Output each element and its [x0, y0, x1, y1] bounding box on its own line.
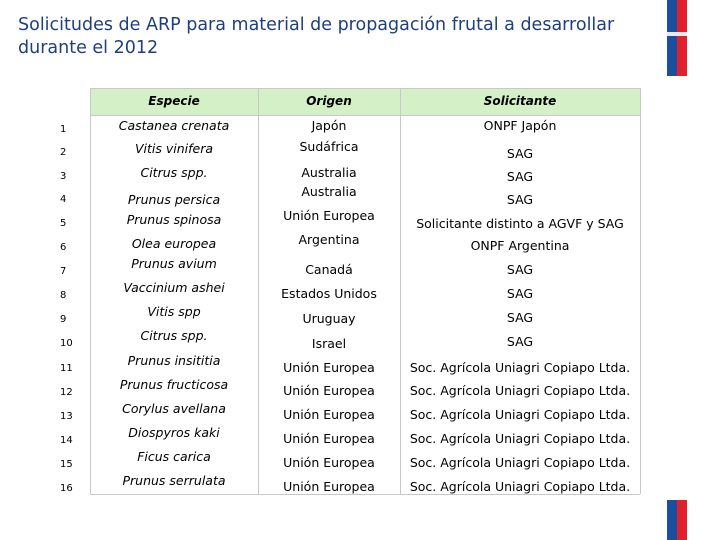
header-origen: Origen — [306, 94, 352, 108]
cell-solicitante: Solicitante distinto a AGVF y SAG — [416, 216, 624, 231]
row-number: 10 — [60, 338, 73, 349]
cell-solicitante: SAG — [506, 262, 534, 277]
cell-solicitante: SAG — [506, 334, 534, 349]
row-number: 15 — [60, 459, 73, 470]
cell-origen: Canadá — [305, 262, 353, 277]
cell-solicitante: SAG — [506, 146, 534, 161]
row-number: 1 — [60, 124, 67, 135]
cell-especie: Vaccinium ashei — [123, 280, 225, 295]
cell-solicitante: Soc. Agrícola Uniagri Copiapo Ltda. — [409, 479, 631, 494]
cell-origen: Estados Unidos — [281, 286, 377, 301]
cell-especie: Prunus avium — [131, 256, 217, 271]
cell-especie: Citrus spp. — [140, 328, 208, 343]
cell-solicitante: Soc. Agrícola Uniagri Copiapo Ltda. — [409, 407, 631, 422]
row-number: 2 — [60, 147, 67, 158]
cell-solicitante: ONPF Argentina — [470, 238, 570, 253]
cell-especie: Citrus spp. — [140, 165, 208, 180]
row-number: 5 — [60, 218, 67, 229]
table-row — [0, 473, 720, 501]
row-number: 7 — [60, 266, 67, 277]
cell-solicitante: SAG — [506, 169, 534, 184]
cell-solicitante: ONPF Japón — [483, 118, 557, 133]
row-number: 11 — [60, 363, 73, 374]
cell-origen: Unión Europea — [283, 407, 375, 422]
row-number: 13 — [60, 411, 73, 422]
row-number: 9 — [60, 314, 67, 325]
cell-origen: Unión Europea — [283, 455, 375, 470]
cell-especie: Vitis vinifera — [134, 141, 214, 156]
cell-origen: Australia — [301, 184, 357, 199]
cell-origen: Unión Europea — [283, 431, 375, 446]
cell-solicitante: SAG — [506, 286, 534, 301]
slide-title: Solicitudes de ARP para material de propagación frutal a desarrollar durante el 2012 — [18, 15, 615, 58]
chile-flag-stripe-top — [667, 0, 687, 80]
row-number: 4 — [60, 194, 67, 205]
cell-origen: Uruguay — [302, 311, 356, 326]
header-divider — [90, 115, 640, 116]
chile-flag-stripe-bottom — [667, 500, 687, 540]
row-number: 14 — [60, 435, 73, 446]
cell-especie: Ficus carica — [137, 449, 211, 464]
cell-especie: Olea europea — [131, 236, 217, 251]
cell-especie: Prunus insititia — [127, 353, 221, 368]
cell-especie: Prunus persica — [127, 192, 221, 207]
cell-origen: Australia — [301, 165, 357, 180]
cell-origen: Unión Europea — [283, 479, 375, 494]
row-number: 12 — [60, 387, 73, 398]
cell-especie: Diospyros kaki — [128, 425, 220, 440]
cell-especie: Prunus fructicosa — [119, 377, 229, 392]
cell-origen: Unión Europea — [283, 208, 375, 223]
table-border-top — [90, 88, 640, 89]
cell-especie: Prunus spinosa — [126, 212, 222, 227]
cell-especie: Prunus serrulata — [122, 473, 226, 488]
header-solicitante: Solicitante — [483, 94, 557, 108]
row-number: 6 — [60, 242, 67, 253]
cell-solicitante: SAG — [506, 310, 534, 325]
header-especie: Especie — [148, 94, 200, 108]
cell-especie: Corylus avellana — [122, 401, 226, 416]
cell-origen: Israel — [311, 336, 347, 351]
cell-origen: Unión Europea — [283, 383, 375, 398]
cell-origen: Japón — [311, 118, 347, 133]
cell-especie: Vitis spp — [147, 304, 201, 319]
cell-solicitante: SAG — [506, 192, 534, 207]
cell-solicitante: Soc. Agrícola Uniagri Copiapo Ltda. — [409, 383, 631, 398]
cell-origen: Sudáfrica — [299, 139, 359, 154]
cell-origen: Unión Europea — [283, 360, 375, 375]
row-number: 8 — [60, 290, 67, 301]
table-header — [90, 88, 640, 115]
table-row — [0, 141, 720, 165]
cell-solicitante: Soc. Agrícola Uniagri Copiapo Ltda. — [409, 455, 631, 470]
row-number: 16 — [60, 483, 73, 494]
cell-origen: Argentina — [298, 232, 360, 247]
cell-especie: Castanea crenata — [118, 118, 230, 133]
cell-solicitante: Soc. Agrícola Uniagri Copiapo Ltda. — [409, 360, 631, 375]
cell-solicitante: Soc. Agrícola Uniagri Copiapo Ltda. — [409, 431, 631, 446]
row-number: 3 — [60, 171, 67, 182]
